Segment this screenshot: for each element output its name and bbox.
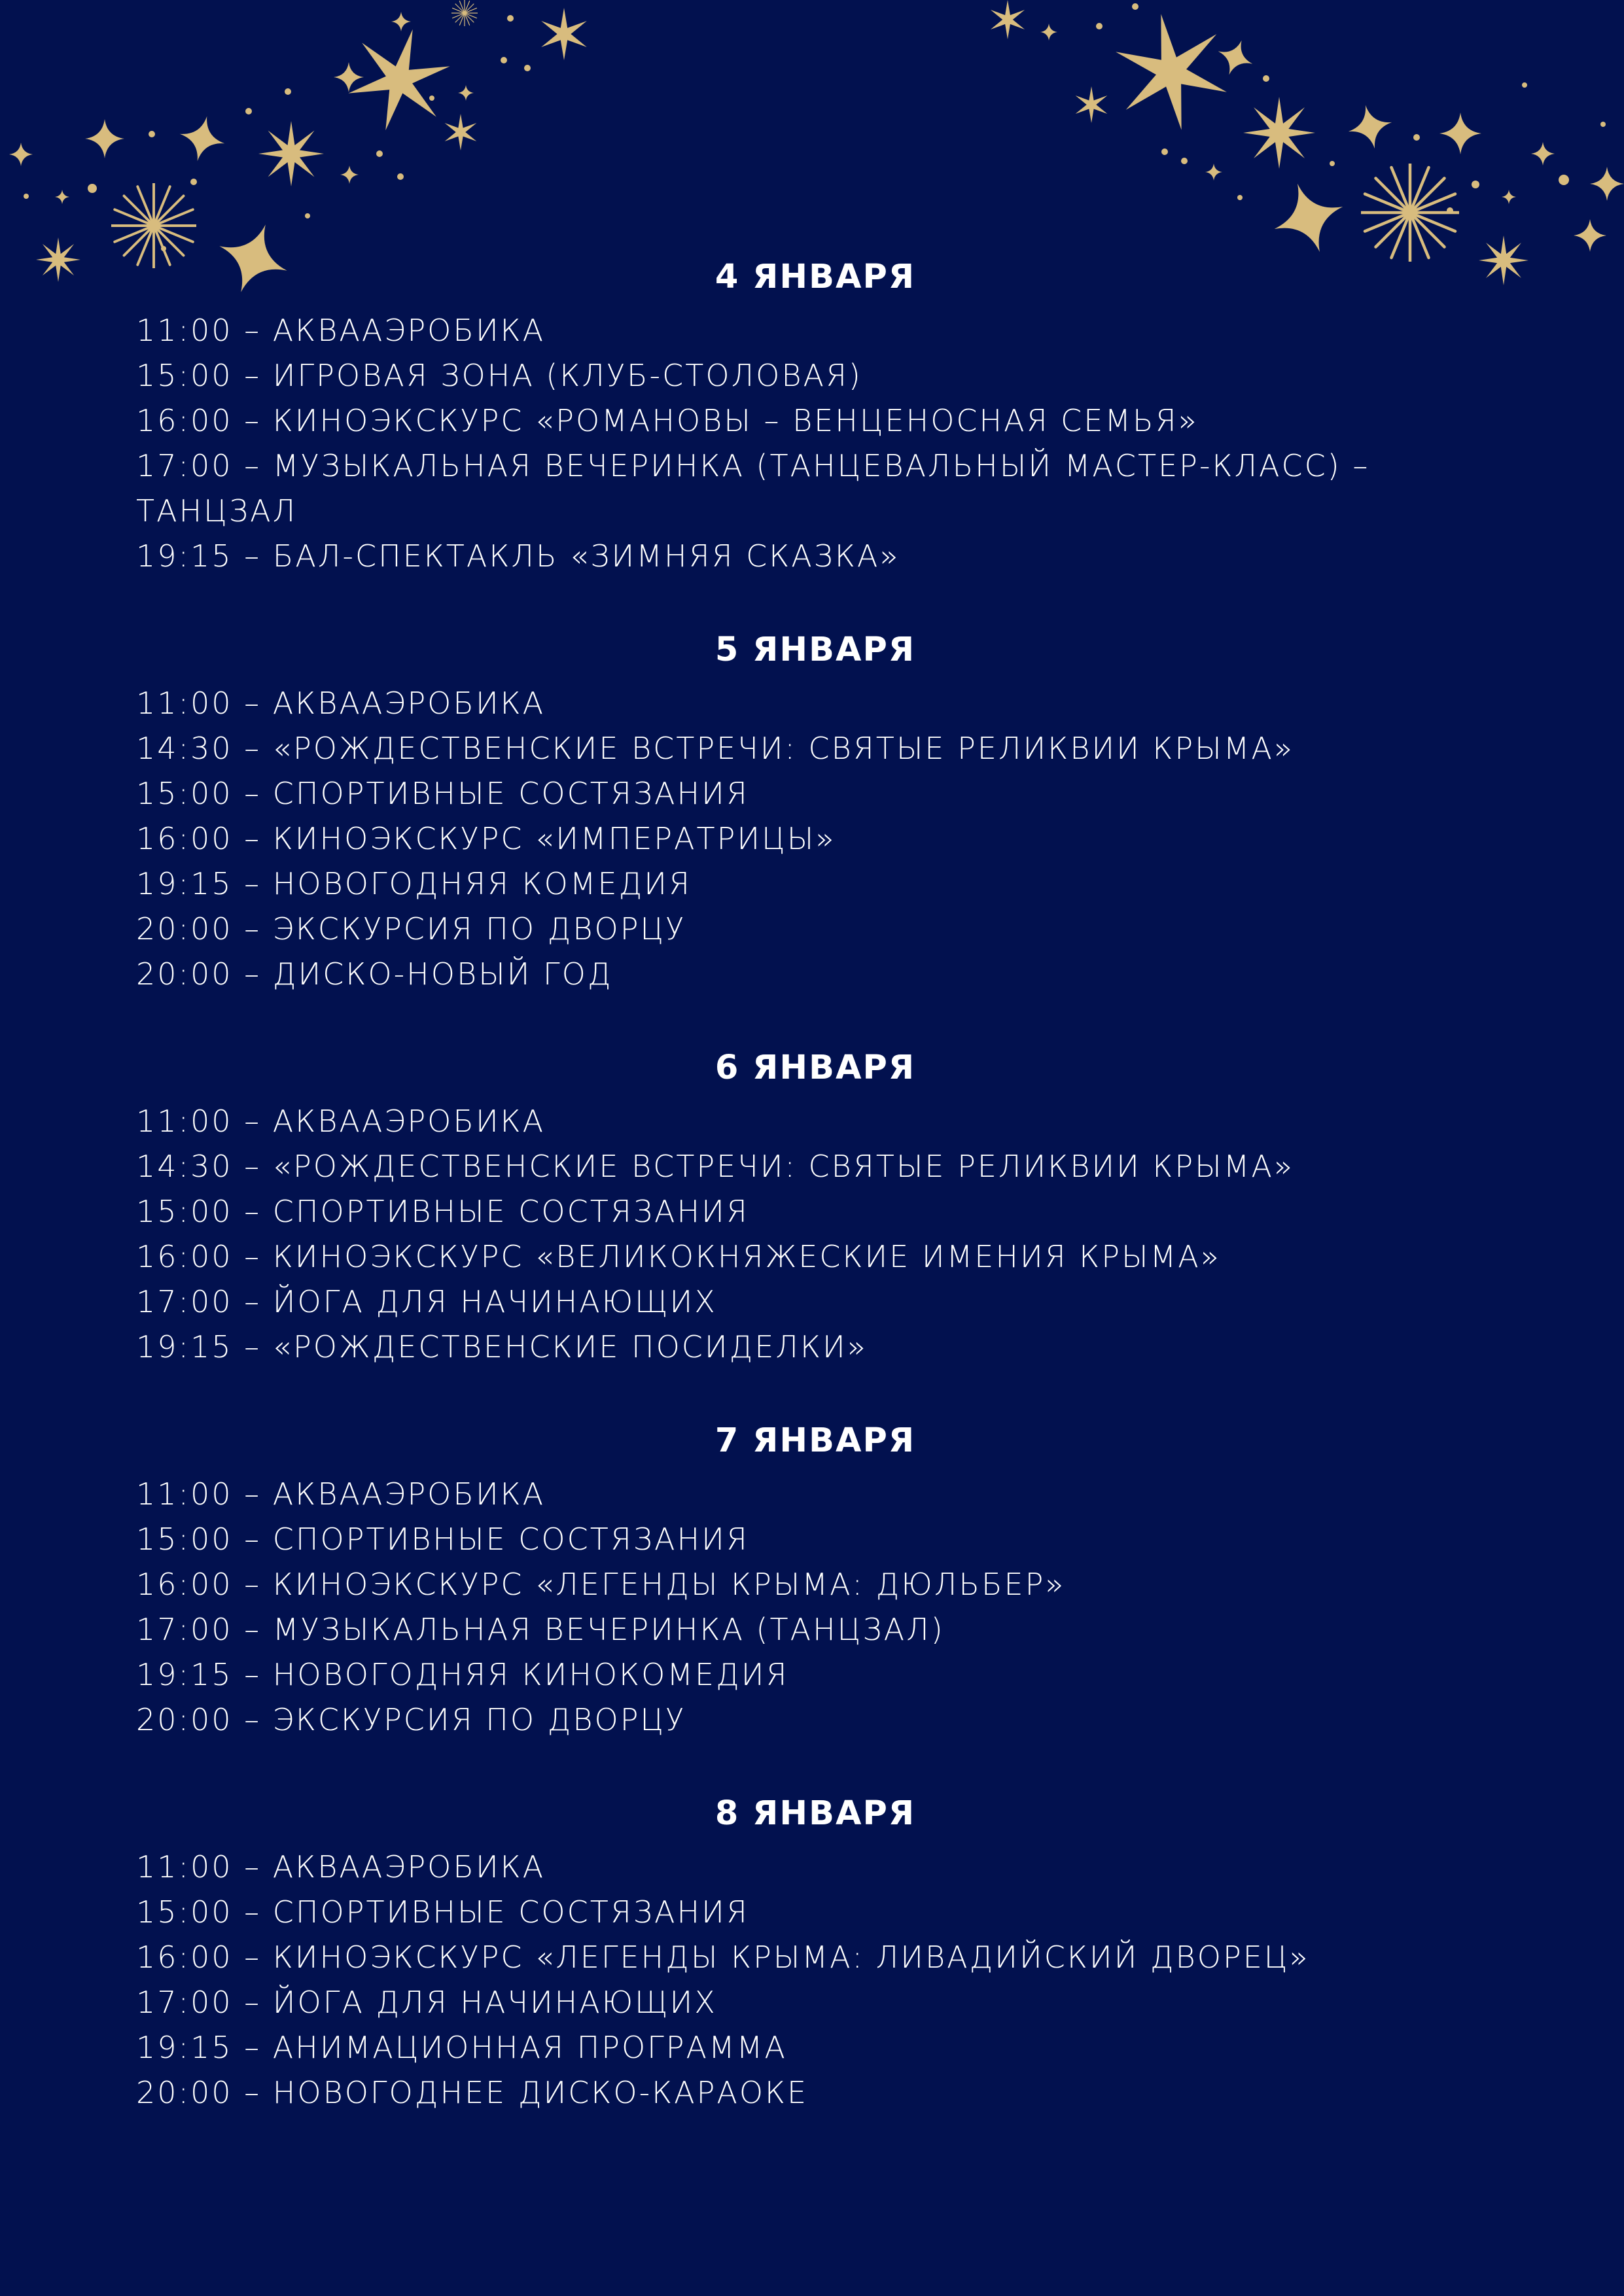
event-item: 11:00 – АКВААЭРОБИКА — [136, 1476, 546, 1512]
event-item: 16:00 – КИНОЭКСКУРС «РОМАНОВЫ – ВЕНЦЕНОСНАЯ СЕМЬЯ» — [136, 403, 1199, 438]
event-item: 19:15 – НОВОГОДНЯЯ КОМЕДИЯ — [136, 866, 692, 901]
day-section-jan-4 — [136, 251, 1484, 579]
event-item: 14:30 – «РОЖДЕСТВЕНСКИЕ ВСТРЕЧИ: СВЯТЫЕ РЕЛИКВИИ КРЫМА» — [136, 731, 1295, 766]
event-item: 16:00 – КИНОЭКСКУРС «ИМПЕРАТРИЦЫ» — [136, 821, 836, 856]
event-item: 11:00 – АКВААЭРОБИКА — [136, 686, 546, 721]
day-section-jan-6 — [136, 1041, 1484, 1370]
event-item: 11:00 – АКВААЭРОБИКА — [136, 1104, 546, 1139]
event-item: 19:15 – «РОЖДЕСТВЕНСКИЕ ПОСИДЕЛКИ» — [136, 1329, 868, 1365]
event-item: 19:15 – БАЛ-СПЕКТАКЛЬ «ЗИМНЯЯ СКАЗКА» — [136, 538, 900, 574]
day-title: 7 ЯНВАРЯ — [715, 1421, 916, 1460]
event-item: 17:00 – МУЗЫКАЛЬНАЯ ВЕЧЕРИНКА (ТАНЦЕВАЛЬНЫЙ МАСТЕР-КЛАСС) – ТАНЦЗАЛ — [136, 448, 1370, 529]
event-item: 17:00 – ЙОГА ДЛЯ НАЧИНАЮЩИХ — [136, 1985, 717, 2020]
day-title: 5 ЯНВАРЯ — [715, 631, 916, 669]
event-item: 20:00 – НОВОГОДНЕЕ ДИСКО-КАРАОКЕ — [136, 2075, 809, 2110]
day-section-jan-7 — [136, 1414, 1484, 1743]
event-item: 11:00 – АКВААЭРОБИКА — [136, 1849, 546, 1885]
event-item: 19:15 – НОВОГОДНЯЯ КИНОКОМЕДИЯ — [136, 1657, 789, 1692]
day-section-jan-5 — [136, 623, 1484, 997]
event-item: 15:00 – СПОРТИВНЫЕ СОСТЯЗАНИЯ — [136, 1194, 749, 1229]
event-item: 20:00 – ДИСКО-НОВЫЙ ГОД — [136, 956, 613, 992]
event-item: 16:00 – КИНОЭКСКУРС «ВЕЛИКОКНЯЖЕСКИЕ ИМЕНИЯ КРЫМА» — [136, 1239, 1221, 1274]
event-item: 20:00 – ЭКСКУРСИЯ ПО ДВОРЦУ — [136, 1702, 686, 1737]
day-title: 8 ЯНВАРЯ — [715, 1794, 916, 1833]
event-item: 19:15 – АНИМАЦИОННАЯ ПРОГРАММА — [136, 2030, 787, 2065]
event-item: 20:00 – ЭКСКУРСИЯ ПО ДВОРЦУ — [136, 911, 686, 947]
event-item: 15:00 – СПОРТИВНЫЕ СОСТЯЗАНИЯ — [136, 1894, 749, 1930]
day-title: 6 ЯНВАРЯ — [715, 1049, 916, 1087]
event-item: 15:00 – ИГРОВАЯ ЗОНА (КЛУБ-СТОЛОВАЯ) — [136, 358, 862, 393]
event-item: 15:00 – СПОРТИВНЫЕ СОСТЯЗАНИЯ — [136, 776, 749, 811]
day-title: 4 ЯНВАРЯ — [715, 258, 916, 296]
event-item: 16:00 – КИНОЭКСКУРС «ЛЕГЕНДЫ КРЫМА: ДЮЛЬБЕР» — [136, 1567, 1066, 1602]
schedule-list — [136, 251, 1484, 2115]
event-item: 11:00 – АКВААЭРОБИКА — [136, 313, 546, 348]
event-item: 17:00 – ЙОГА ДЛЯ НАЧИНАЮЩИХ — [136, 1284, 717, 1319]
event-item: 16:00 – КИНОЭКСКУРС «ЛЕГЕНДЫ КРЫМА: ЛИВАДИЙСКИЙ ДВОРЕЦ» — [136, 1939, 1310, 1975]
event-item: 14:30 – «РОЖДЕСТВЕНСКИЕ ВСТРЕЧИ: СВЯТЫЕ РЕЛИКВИИ КРЫМА» — [136, 1149, 1295, 1184]
event-item: 17:00 – МУЗЫКАЛЬНАЯ ВЕЧЕРИНКА (ТАНЦЗАЛ) — [136, 1612, 945, 1647]
event-item: 15:00 – СПОРТИВНЫЕ СОСТЯЗАНИЯ — [136, 1522, 749, 1557]
day-section-jan-8 — [136, 1787, 1484, 2115]
